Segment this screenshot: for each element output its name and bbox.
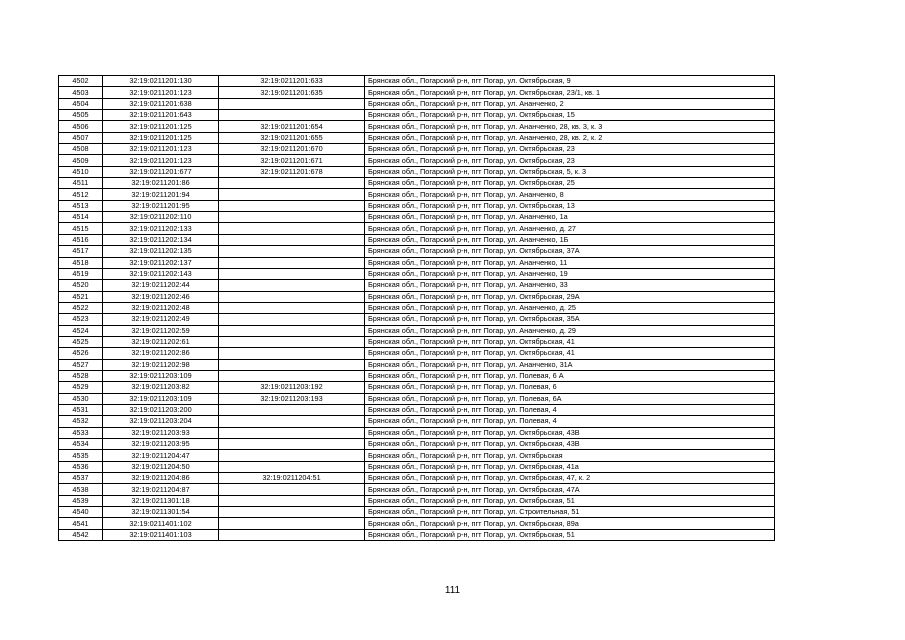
address-cell: Брянская обл., Погарский р-н, пгт Погар, ул. Октябрьская, 43В	[365, 439, 775, 450]
parcel-cadastral-number-cell: 32:19:0211201:123	[103, 144, 219, 155]
row-number-cell: 4515	[59, 223, 103, 234]
register-body	[59, 76, 775, 541]
address-cell: Брянская обл., Погарский р-н, пгт Погар, ул. Октябрьская, 43В	[365, 427, 775, 438]
table-row	[59, 155, 775, 166]
parcel-cadastral-number-cell: 32:19:0211401:102	[103, 518, 219, 529]
object-cadastral-number-cell	[219, 325, 365, 336]
parcel-cadastral-number-cell: 32:19:0211202:98	[103, 359, 219, 370]
address-cell: Брянская обл., Погарский р-н, пгт Погар, ул. Октябрьская, 89а	[365, 518, 775, 529]
object-cadastral-number-cell: 32:19:0211204:51	[219, 473, 365, 484]
row-number-cell: 4522	[59, 302, 103, 313]
row-number-cell: 4505	[59, 110, 103, 121]
parcel-cadastral-number-cell: 32:19:0211204:86	[103, 473, 219, 484]
address-cell: Брянская обл., Погарский р-н, пгт Погар, ул. Октябрьская, 9	[365, 76, 775, 87]
parcel-cadastral-number-cell: 32:19:0211204:87	[103, 484, 219, 495]
parcel-cadastral-number-cell: 32:19:0211201:125	[103, 121, 219, 132]
table-row	[59, 359, 775, 370]
parcel-cadastral-number-cell: 32:19:0211201:95	[103, 200, 219, 211]
table-row	[59, 98, 775, 109]
address-cell: Брянская обл., Погарский р-н, пгт Погар, ул. Октябрьская, 51	[365, 529, 775, 540]
address-cell: Брянская обл., Погарский р-н, пгт Погар, ул. Ананченко, 8	[365, 189, 775, 200]
object-cadastral-number-cell	[219, 495, 365, 506]
parcel-cadastral-number-cell: 32:19:0211204:47	[103, 450, 219, 461]
row-number-cell: 4526	[59, 348, 103, 359]
address-cell: Брянская обл., Погарский р-н, пгт Погар, ул. Ананченко, д. 25	[365, 302, 775, 313]
row-number-cell: 4502	[59, 76, 103, 87]
parcel-cadastral-number-cell: 32:19:0211203:82	[103, 382, 219, 393]
table-row	[59, 302, 775, 313]
row-number-cell: 4516	[59, 234, 103, 245]
row-number-cell: 4541	[59, 518, 103, 529]
object-cadastral-number-cell: 32:19:0211201:670	[219, 144, 365, 155]
address-cell: Брянская обл., Погарский р-н, пгт Погар, ул. Ананченко, 1а	[365, 212, 775, 223]
parcel-cadastral-number-cell: 32:19:0211202:86	[103, 348, 219, 359]
object-cadastral-number-cell	[219, 404, 365, 415]
row-number-cell: 4529	[59, 382, 103, 393]
object-cadastral-number-cell	[219, 439, 365, 450]
table-row	[59, 507, 775, 518]
parcel-cadastral-number-cell: 32:19:0211201:677	[103, 166, 219, 177]
object-cadastral-number-cell	[219, 291, 365, 302]
object-cadastral-number-cell: 32:19:0211201:671	[219, 155, 365, 166]
object-cadastral-number-cell	[219, 461, 365, 472]
table-row	[59, 110, 775, 121]
row-number-cell: 4532	[59, 416, 103, 427]
table-row	[59, 461, 775, 472]
table-row	[59, 484, 775, 495]
object-cadastral-number-cell	[219, 302, 365, 313]
object-cadastral-number-cell	[219, 336, 365, 347]
row-number-cell: 4513	[59, 200, 103, 211]
table-row	[59, 427, 775, 438]
parcel-cadastral-number-cell: 32:19:0211202:134	[103, 234, 219, 245]
parcel-cadastral-number-cell: 32:19:0211202:110	[103, 212, 219, 223]
object-cadastral-number-cell: 32:19:0211201:654	[219, 121, 365, 132]
parcel-cadastral-number-cell: 32:19:0211202:44	[103, 280, 219, 291]
row-number-cell: 4506	[59, 121, 103, 132]
table-row	[59, 76, 775, 87]
object-cadastral-number-cell	[219, 518, 365, 529]
address-cell: Брянская обл., Погарский р-н, пгт Погар, ул. Полевая, 6А	[365, 393, 775, 404]
address-cell: Брянская обл., Погарский р-н, пгт Погар, ул. Ананченко, 31А	[365, 359, 775, 370]
address-cell: Брянская обл., Погарский р-н, пгт Погар, ул. Ананченко, 19	[365, 268, 775, 279]
parcel-cadastral-number-cell: 32:19:0211203:109	[103, 393, 219, 404]
parcel-cadastral-number-cell: 32:19:0211301:54	[103, 507, 219, 518]
table-row	[59, 223, 775, 234]
object-cadastral-number-cell	[219, 178, 365, 189]
parcel-cadastral-number-cell: 32:19:0211203:109	[103, 370, 219, 381]
parcel-cadastral-number-cell: 32:19:0211203:93	[103, 427, 219, 438]
parcel-cadastral-number-cell: 32:19:0211201:125	[103, 132, 219, 143]
parcel-cadastral-number-cell: 32:19:0211201:638	[103, 98, 219, 109]
object-cadastral-number-cell	[219, 110, 365, 121]
object-cadastral-number-cell	[219, 246, 365, 257]
address-cell: Брянская обл., Погарский р-н, пгт Погар, ул. Октябрьская, 35А	[365, 314, 775, 325]
row-number-cell: 4524	[59, 325, 103, 336]
parcel-cadastral-number-cell: 32:19:0211201:86	[103, 178, 219, 189]
address-cell: Брянская обл., Погарский р-н, пгт Погар, ул. Полевая, 4	[365, 404, 775, 415]
object-cadastral-number-cell	[219, 450, 365, 461]
row-number-cell: 4504	[59, 98, 103, 109]
table-row	[59, 280, 775, 291]
address-cell: Брянская обл., Погарский р-н, пгт Погар, ул. Октябрьская, 23/1, кв. 1	[365, 87, 775, 98]
address-cell: Брянская обл., Погарский р-н, пгт Погар, ул. Полевая, 6 А	[365, 370, 775, 381]
address-cell: Брянская обл., Погарский р-н, пгт Погар, ул. Октябрьская, 41	[365, 336, 775, 347]
row-number-cell: 4525	[59, 336, 103, 347]
table-row	[59, 212, 775, 223]
address-cell: Брянская обл., Погарский р-н, пгт Погар, ул. Октябрьская	[365, 450, 775, 461]
row-number-cell: 4523	[59, 314, 103, 325]
table-row	[59, 166, 775, 177]
object-cadastral-number-cell: 32:19:0211201:635	[219, 87, 365, 98]
address-cell: Брянская обл., Погарский р-н, пгт Погар, ул. Октябрьская, 41	[365, 348, 775, 359]
address-cell: Брянская обл., Погарский р-н, пгт Погар, ул. Октябрьская, 41а	[365, 461, 775, 472]
table-row	[59, 121, 775, 132]
table-row	[59, 382, 775, 393]
object-cadastral-number-cell	[219, 189, 365, 200]
object-cadastral-number-cell	[219, 427, 365, 438]
object-cadastral-number-cell	[219, 223, 365, 234]
address-cell: Брянская обл., Погарский р-н, пгт Погар, ул. Октябрьская, 29А	[365, 291, 775, 302]
address-cell: Брянская обл., Погарский р-н, пгт Погар, ул. Октябрьская, 13	[365, 200, 775, 211]
row-number-cell: 4510	[59, 166, 103, 177]
object-cadastral-number-cell	[219, 268, 365, 279]
table-row	[59, 87, 775, 98]
table-row	[59, 439, 775, 450]
parcel-cadastral-number-cell: 32:19:0211201:643	[103, 110, 219, 121]
address-cell: Брянская обл., Погарский р-н, пгт Погар, ул. Полевая, 6	[365, 382, 775, 393]
table-row	[59, 314, 775, 325]
address-cell: Брянская обл., Погарский р-н, пгт Погар, ул. Строительная, 51	[365, 507, 775, 518]
row-number-cell: 4507	[59, 132, 103, 143]
object-cadastral-number-cell	[219, 200, 365, 211]
row-number-cell: 4518	[59, 257, 103, 268]
table-row	[59, 393, 775, 404]
row-number-cell: 4512	[59, 189, 103, 200]
row-number-cell: 4538	[59, 484, 103, 495]
parcel-cadastral-number-cell: 32:19:0211202:49	[103, 314, 219, 325]
parcel-cadastral-number-cell: 32:19:0211201:123	[103, 87, 219, 98]
parcel-cadastral-number-cell: 32:19:0211202:135	[103, 246, 219, 257]
parcel-cadastral-number-cell: 32:19:0211201:130	[103, 76, 219, 87]
row-number-cell: 4508	[59, 144, 103, 155]
parcel-cadastral-number-cell: 32:19:0211401:103	[103, 529, 219, 540]
address-cell: Брянская обл., Погарский р-н, пгт Погар, ул. Ананченко, д. 29	[365, 325, 775, 336]
parcel-cadastral-number-cell: 32:19:0211202:61	[103, 336, 219, 347]
address-cell: Брянская обл., Погарский р-н, пгт Погар, ул. Ананченко, д. 27	[365, 223, 775, 234]
property-register-table	[58, 75, 775, 541]
address-cell: Брянская обл., Погарский р-н, пгт Погар, ул. Октябрьская, 15	[365, 110, 775, 121]
parcel-cadastral-number-cell: 32:19:0211301:18	[103, 495, 219, 506]
object-cadastral-number-cell	[219, 234, 365, 245]
table-row	[59, 416, 775, 427]
table-row	[59, 518, 775, 529]
table-row	[59, 291, 775, 302]
row-number-cell: 4535	[59, 450, 103, 461]
address-cell: Брянская обл., Погарский р-н, пгт Погар, ул. Октябрьская, 37А	[365, 246, 775, 257]
row-number-cell: 4531	[59, 404, 103, 415]
row-number-cell: 4517	[59, 246, 103, 257]
table-row	[59, 200, 775, 211]
address-cell: Брянская обл., Погарский р-н, пгт Погар, ул. Ананченко, 1Б	[365, 234, 775, 245]
object-cadastral-number-cell	[219, 212, 365, 223]
table-row	[59, 348, 775, 359]
table-row	[59, 234, 775, 245]
row-number-cell: 4509	[59, 155, 103, 166]
parcel-cadastral-number-cell: 32:19:0211201:94	[103, 189, 219, 200]
object-cadastral-number-cell	[219, 314, 365, 325]
object-cadastral-number-cell	[219, 370, 365, 381]
row-number-cell: 4528	[59, 370, 103, 381]
table-row	[59, 257, 775, 268]
table-row	[59, 144, 775, 155]
table-row	[59, 336, 775, 347]
object-cadastral-number-cell: 32:19:0211203:192	[219, 382, 365, 393]
address-cell: Брянская обл., Погарский р-н, пгт Погар, ул. Ананченко, 28, кв. 3, к. 3	[365, 121, 775, 132]
address-cell: Брянская обл., Погарский р-н, пгт Погар, ул. Полевая, 4	[365, 416, 775, 427]
row-number-cell: 4530	[59, 393, 103, 404]
address-cell: Брянская обл., Погарский р-н, пгт Погар, ул. Октябрьская, 47А	[365, 484, 775, 495]
parcel-cadastral-number-cell: 32:19:0211202:133	[103, 223, 219, 234]
table-row	[59, 450, 775, 461]
table-row	[59, 132, 775, 143]
row-number-cell: 4533	[59, 427, 103, 438]
table-row	[59, 178, 775, 189]
object-cadastral-number-cell	[219, 257, 365, 268]
address-cell: Брянская обл., Погарский р-н, пгт Погар, ул. Октябрьская, 51	[365, 495, 775, 506]
table-row	[59, 473, 775, 484]
object-cadastral-number-cell	[219, 484, 365, 495]
row-number-cell: 4511	[59, 178, 103, 189]
object-cadastral-number-cell: 32:19:0211201:655	[219, 132, 365, 143]
row-number-cell: 4534	[59, 439, 103, 450]
parcel-cadastral-number-cell: 32:19:0211202:137	[103, 257, 219, 268]
table-row	[59, 404, 775, 415]
object-cadastral-number-cell	[219, 416, 365, 427]
address-cell: Брянская обл., Погарский р-н, пгт Погар, ул. Ананченко, 33	[365, 280, 775, 291]
address-cell: Брянская обл., Погарский р-н, пгт Погар, ул. Ананченко, 2	[365, 98, 775, 109]
address-cell: Брянская обл., Погарский р-н, пгт Погар, ул. Октябрьская, 5, к. 3	[365, 166, 775, 177]
row-number-cell: 4519	[59, 268, 103, 279]
object-cadastral-number-cell: 32:19:0211203:193	[219, 393, 365, 404]
parcel-cadastral-number-cell: 32:19:0211202:143	[103, 268, 219, 279]
table-row	[59, 529, 775, 540]
table-row	[59, 370, 775, 381]
address-cell: Брянская обл., Погарский р-н, пгт Погар, ул. Ананченко, 28, кв. 2, к. 2	[365, 132, 775, 143]
row-number-cell: 4520	[59, 280, 103, 291]
table-row	[59, 325, 775, 336]
parcel-cadastral-number-cell: 32:19:0211202:48	[103, 302, 219, 313]
object-cadastral-number-cell	[219, 507, 365, 518]
object-cadastral-number-cell	[219, 359, 365, 370]
object-cadastral-number-cell	[219, 529, 365, 540]
row-number-cell: 4536	[59, 461, 103, 472]
row-number-cell: 4503	[59, 87, 103, 98]
object-cadastral-number-cell	[219, 280, 365, 291]
row-number-cell: 4514	[59, 212, 103, 223]
row-number-cell: 4542	[59, 529, 103, 540]
address-cell: Брянская обл., Погарский р-н, пгт Погар, ул. Ананченко, 11	[365, 257, 775, 268]
address-cell: Брянская обл., Погарский р-н, пгт Погар, ул. Октябрьская, 23	[365, 144, 775, 155]
row-number-cell: 4539	[59, 495, 103, 506]
parcel-cadastral-number-cell: 32:19:0211202:59	[103, 325, 219, 336]
parcel-cadastral-number-cell: 32:19:0211203:200	[103, 404, 219, 415]
row-number-cell: 4527	[59, 359, 103, 370]
parcel-cadastral-number-cell: 32:19:0211201:123	[103, 155, 219, 166]
row-number-cell: 4537	[59, 473, 103, 484]
table-row	[59, 189, 775, 200]
row-number-cell: 4540	[59, 507, 103, 518]
address-cell: Брянская обл., Погарский р-н, пгт Погар, ул. Октябрьская, 23	[365, 155, 775, 166]
parcel-cadastral-number-cell: 32:19:0211203:95	[103, 439, 219, 450]
object-cadastral-number-cell	[219, 348, 365, 359]
parcel-cadastral-number-cell: 32:19:0211203:204	[103, 416, 219, 427]
address-cell: Брянская обл., Погарский р-н, пгт Погар, ул. Октябрьская, 25	[365, 178, 775, 189]
object-cadastral-number-cell: 32:19:0211201:678	[219, 166, 365, 177]
table-row	[59, 268, 775, 279]
table-row	[59, 246, 775, 257]
object-cadastral-number-cell	[219, 98, 365, 109]
table-row	[59, 495, 775, 506]
address-cell: Брянская обл., Погарский р-н, пгт Погар, ул. Октябрьская, 47, к. 2	[365, 473, 775, 484]
row-number-cell: 4521	[59, 291, 103, 302]
parcel-cadastral-number-cell: 32:19:0211204:50	[103, 461, 219, 472]
page-number: 111	[444, 585, 461, 596]
object-cadastral-number-cell: 32:19:0211201:633	[219, 76, 365, 87]
parcel-cadastral-number-cell: 32:19:0211202:46	[103, 291, 219, 302]
